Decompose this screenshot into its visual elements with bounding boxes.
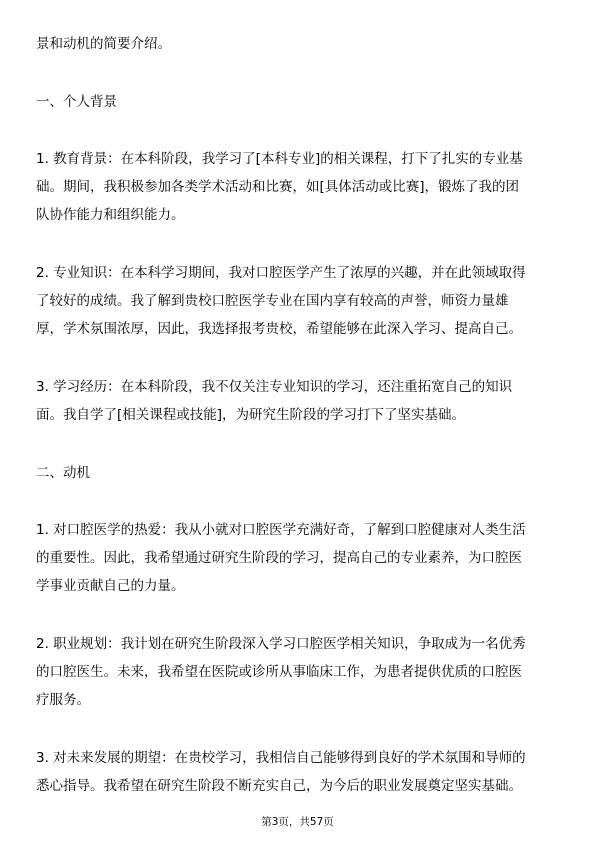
text-line-8: 厚，学术氛围浓厚，因此，我选择报考贵校，希望能够在此深入学习、提高自己。 <box>36 321 522 337</box>
text-line-5: 队协作能力和组织能力。 <box>36 207 185 223</box>
text-line-3: 1. 教育背景：在本科阶段，我学习了[本科专业]的相关课程，打下了扎实的专业基 <box>36 151 523 167</box>
text-line-1: 景和动机的简要介绍。 <box>36 36 171 52</box>
text-line-12: 1. 对口腔医学的热爱：我从小就对口腔医学充满好奇，了解到口腔健康对人类生活 <box>36 522 526 538</box>
section-heading-motivation: 二、动机 <box>36 465 90 481</box>
text-line-7: 了较好的成绩。我了解到贵校口腔医学专业在国内享有较高的声誉，师资力量雄 <box>36 293 509 309</box>
text-line-9: 3. 学习经历：在本科阶段，我不仅关注专业知识的学习，还注重拓宽自己的知识 <box>36 379 513 395</box>
text-line-15: 2. 职业规划：我计划在研究生阶段深入学习口腔医学相关知识，争取成为一名优秀 <box>36 636 526 652</box>
text-line-4: 础。期间，我积极参加各类学术活动和比赛，如[具体活动或比赛]，锻炼了我的团 <box>36 179 520 195</box>
text-line-14: 学事业贡献自己的力量。 <box>36 578 185 594</box>
text-line-19: 悉心指导。我希望在研究生阶段不断充实自己，为今后的职业发展奠定坚实基础。 <box>36 778 522 794</box>
page-number-footer: 第3页，共57页 <box>261 816 334 828</box>
text-line-17: 疗服务。 <box>36 692 90 708</box>
text-line-18: 3. 对未来发展的期望：在贵校学习，我相信自己能够得到良好的学术氛围和导师的 <box>36 750 526 766</box>
text-line-13: 的重要性。因此，我希望通过研究生阶段的学习，提高自己的专业素养，为口腔医 <box>36 550 522 566</box>
text-line-6: 2. 专业知识：在本科学习期间，我对口腔医学产生了浓厚的兴趣，并在此领域取得 <box>36 265 526 281</box>
section-heading-personal-background: 一、个人背景 <box>36 94 117 110</box>
text-line-10: 面。我自学了[相关课程或技能]，为研究生阶段的学习打下了坚实基础。 <box>36 407 466 423</box>
text-line-16: 的口腔医生。未来，我希望在医院或诊所从事临床工作，为患者提供优质的口腔医 <box>36 664 522 680</box>
